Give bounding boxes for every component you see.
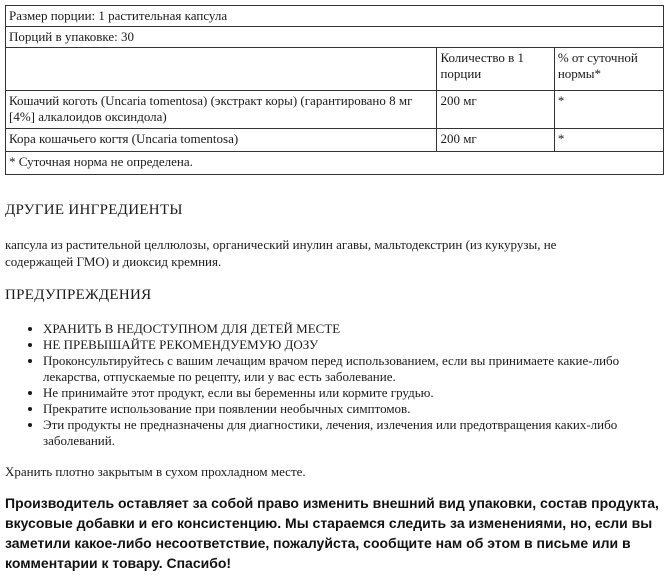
servings-per-container-row (6, 27, 664, 48)
list-item: Проконсультируйтесь с вашим лечащим врачом перед использованием, если вы принимаете какие-либо лекарства, отпускаемые по рецепту, или у вас есть заболевание. (43, 353, 668, 385)
table-row (6, 91, 664, 129)
ingredient-amount: 200 мг (437, 129, 554, 152)
warnings-heading: ПРЕДУПРЕЖДЕНИЯ (5, 287, 152, 303)
servings-per-container: Порций в упаковке: 30 (6, 27, 664, 48)
ingredient-daily-value: * (554, 129, 663, 152)
header-daily-value: % от суточной нормы* (554, 48, 663, 91)
ingredient-amount: 200 мг (437, 91, 554, 129)
table-row (6, 129, 664, 152)
other-ingredients-text: капсула из растительной целлюлозы, органический инулин агавы, мальтодекстрин (из кукурузы, не содержащей ГМО) и диоксид кремния. (5, 237, 557, 269)
manufacturer-disclaimer: Производитель оставляет за собой право изменить внешний вид упаковки, состав продукта, вкусовые добавки и его консистенцию. Мы стараемся следить за изменениями, но, если вы заметили какое-либо несоответствие, пожалуйста, сообщите нам об этом в письме или в комментарии к товару. Спасибо! (5, 495, 659, 571)
warnings-list (43, 321, 668, 449)
list-item: Прекратите использование при появлении необычных симптомов. (43, 401, 668, 417)
serving-size: Размер порции: 1 растительная капсула (6, 6, 664, 27)
other-ingredients-heading: ДРУГИЕ ИНГРЕДИЕНТЫ (5, 202, 183, 218)
serving-size-row (6, 6, 664, 27)
list-item: Не принимайте этот продукт, если вы беременны или кормите грудью. (43, 385, 668, 401)
header-blank-cell (6, 48, 437, 91)
list-item: НЕ ПРЕВЫШАЙТЕ РЕКОМЕНДУЕМУЮ ДОЗУ (43, 337, 668, 353)
ingredient-daily-value: * (554, 91, 663, 129)
ingredient-name: Кора кошачьего когтя (Uncaria tomentosa) (6, 129, 437, 152)
list-item: ХРАНИТЬ В НЕДОСТУПНОМ ДЛЯ ДЕТЕЙ МЕСТЕ (43, 321, 668, 337)
ingredient-name: Кошачий коготь (Uncaria tomentosa) (экстракт коры) (гарантировано 8 мг [4%] алкалоидов оксиндола) (6, 91, 437, 129)
storage-instructions: Хранить плотно закрытым в сухом прохладном месте. (5, 464, 306, 479)
supplement-facts-section (5, 5, 664, 175)
supplement-facts-table (5, 5, 664, 175)
daily-value-footnote: * Суточная норма не определена. (6, 152, 664, 175)
header-amount: Количество в 1 порции (437, 48, 554, 91)
footnote-row (6, 152, 664, 175)
table-header-row (6, 48, 664, 91)
list-item: Эти продукты не предназначены для диагностики, лечения, излечения или предотвращения каких-либо заболеваний. (43, 417, 668, 449)
